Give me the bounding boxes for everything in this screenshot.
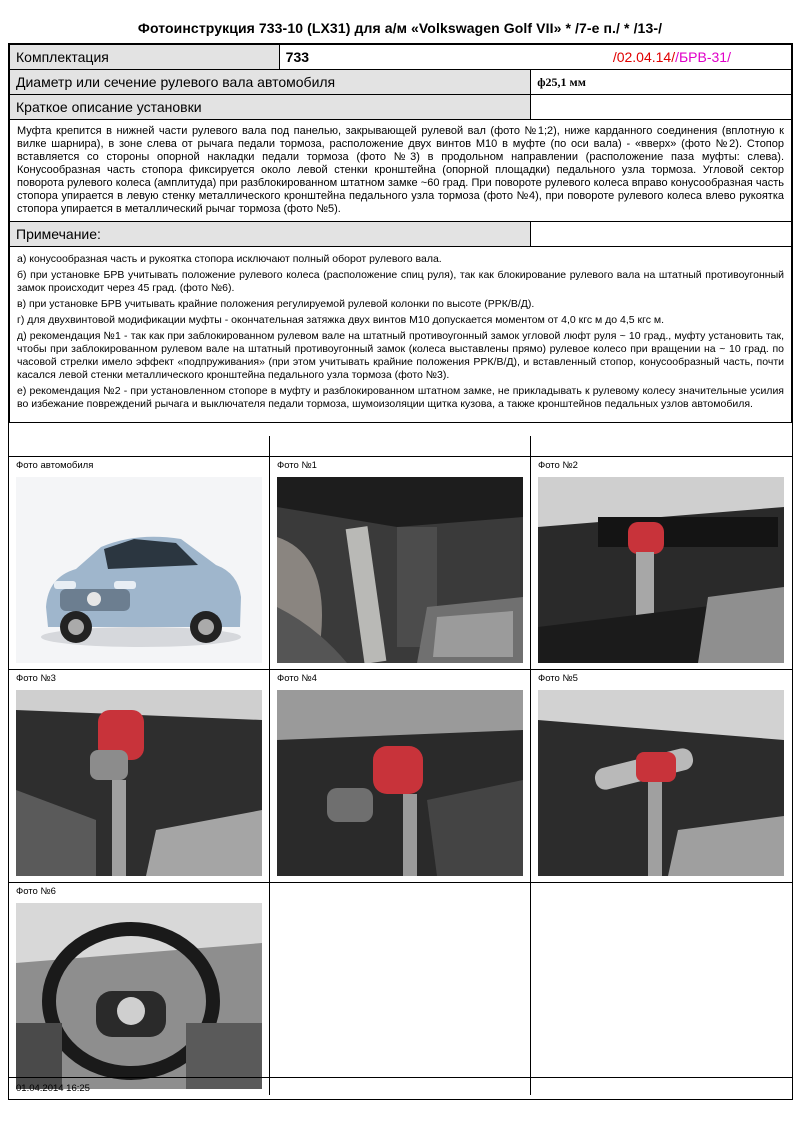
empty-photo-cell: [270, 882, 531, 1095]
photo-cell-car: [9, 456, 270, 669]
empty-photo-cell: [531, 882, 792, 1095]
steering-wheel-photo-icon: [16, 903, 262, 1089]
photo-cell-6: [9, 882, 270, 1095]
photo-cell-2: [531, 456, 792, 669]
stopper-photo-icon: [16, 690, 262, 876]
shaft-diameter-label: Диаметр или сечение рулевого вала автомобиля: [10, 70, 531, 95]
photo-caption: Фото №2: [538, 460, 578, 471]
note-item: д) рекомендация №1 - так как при заблокированном рулевом вале на штатный противоугонный замок угловой люфт руля ~ 10 град., муфту установить так, чтобы при заблокированном рулевом вале на штатный противоугонный замок (колеса выставлены прямо) рулевое колесо при вращении на ~ 10 град. по часовой стрелки имело эффект «подпруживания» (при этом учитывать крайние положения РРК/В/Д), и вставленный стопор, конусообразный часть, почти касался левой стенки металлического кронштейна педального узла тормоза (фото №3).: [17, 330, 784, 381]
steering-shaft-photo-icon: [277, 477, 523, 663]
note-item: в) при установке БРВ учитывать крайние положения регулируемой рулевой колонки по высоте (РРК/В/Д).: [17, 298, 535, 310]
footer: [9, 1077, 792, 1099]
car-photo-icon: [16, 477, 262, 663]
note-label: Примечание:: [10, 222, 531, 247]
stopper-right-photo-icon: [277, 690, 523, 876]
photo-caption: Фото №6: [16, 886, 56, 897]
photo-cell-4: [270, 669, 531, 882]
stopper-left-photo-icon: [538, 690, 784, 876]
photo-cell-5: [531, 669, 792, 882]
notes-list: [10, 247, 792, 423]
photo-caption: Фото №1: [277, 460, 317, 471]
photo-cell-1: [270, 456, 531, 669]
photo-grid: [9, 436, 792, 1095]
photo-caption: Фото №5: [538, 673, 578, 684]
note-item: а) конусообразная часть и рукоятка стопора исключают полный оборот рулевого вала.: [17, 253, 442, 265]
photo-cell-3: [9, 669, 270, 882]
photo-caption: Фото автомобиля: [16, 460, 94, 471]
photo-caption: Фото №4: [277, 673, 317, 684]
note-item: г) для двухвинтовой модификации муфты - окончательная затяжка двух винтов М10 допускается моментом от 4,0 кгс м до 4,5 кгс м.: [17, 314, 665, 326]
date-reference: /02.04.14//БРВ-31/: [531, 45, 792, 70]
kit-value: 733: [279, 45, 531, 70]
description-text: Муфта крепится в нижней части рулевого вала под панелью, закрывающей рулевой вал (фото №1;2), ниже карданного соединения (вплотную к вилке шарнира), в зоне слева от рычага педали тормоза, расположение двух винтов М10 в муфте (по оси вала) - «вверх» (фото №2). Стопор вставляется со стороны опорной накладки педали тормоза (фото №3) в продольном направлении (расположение паза муфты: слева). Конусообразная часть стопора фиксируется около левой стенки кронштейна (опорной площадки) педального узла тормоза. Угловой сектор поворота рулевого колеса (амплитуда) при разблокированном штатном замке ~60 град. При повороте рулевого колеса вправо конусообразная часть стопора упирается в левую стенку металлического кронштейна педального узла тормоза (фото №4), при повороте рулевого колеса влево рукоятка стопора упирается в металлический рычаг тормоза (фото №5).: [10, 120, 792, 222]
coupling-photo-icon: [538, 477, 784, 663]
description-label: Краткое описание установки: [10, 95, 531, 120]
note-label-blank: [531, 222, 792, 247]
spec-table: [9, 44, 792, 423]
shaft-diameter-value: ф25,1 мм: [531, 70, 792, 95]
note-item: е) рекомендация №2 - при установленном стопоре в муфту и разблокированном штатном замке, не прикладывать к рулевому колесу значительные усилия во избежание повреждений рычага и выключателя педали тормоза, шумоизоляции щитка кузова, а также кронштейнов педальных узлов автомобиля.: [17, 385, 784, 410]
instruction-sheet: [8, 43, 793, 1100]
photo-caption: Фото №3: [16, 673, 56, 684]
kit-label: Комплектация: [10, 45, 280, 70]
note-item: б) при установке БРВ учитывать положение рулевого колеса (расположение спиц руля), так как блокирование рулевого вала на штатный противоугонный замок происходит через 45 град. (фото №6).: [17, 269, 784, 294]
description-label-blank: [531, 95, 792, 120]
page-title: Фотоинструкция 733-10 (LX31) для а/м «Volkswagen Golf VII» * /7-е п./ * /13-/: [137, 20, 663, 36]
print-timestamp: 01.04.2014 16:25: [16, 1083, 90, 1094]
